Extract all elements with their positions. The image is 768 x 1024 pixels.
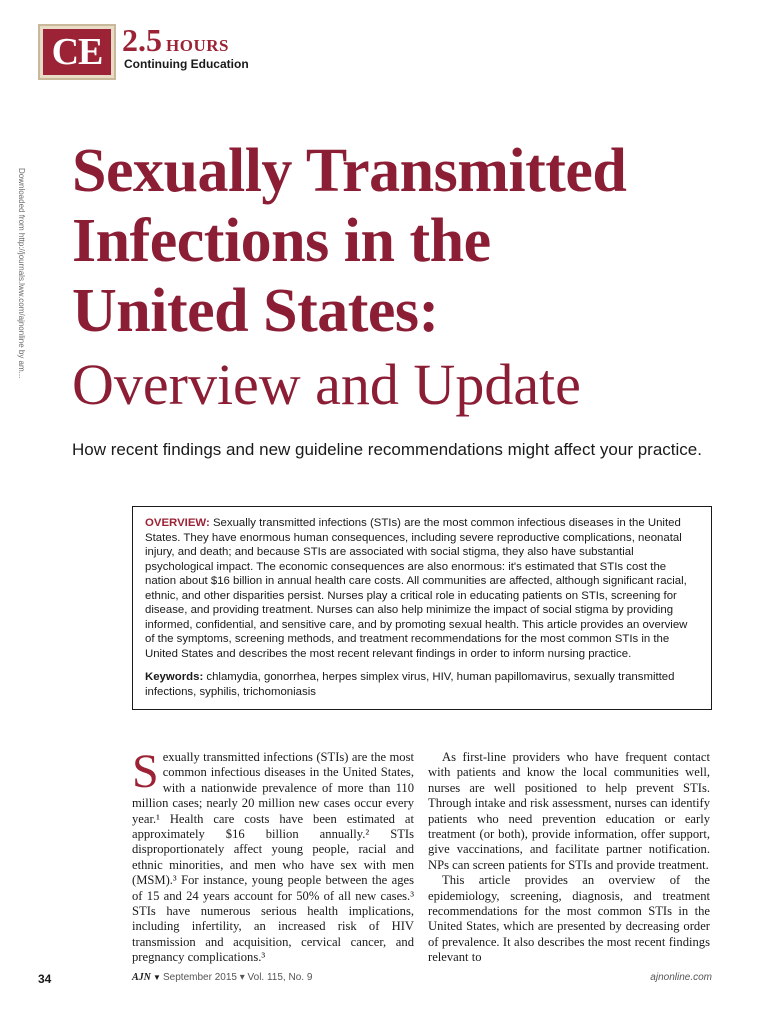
body-paragraph-nurses: As first-line providers who have frequent contact with patients and know the local communities well, nurses are well positioned to help prevent STIs. Through intake and risk assessment, nurses can identify patients who need prevention education or early treatment (or both), provide information, offer support, give vaccinations, and facilitate partner notification. NPs can screen patients for STIs and provide treatment. [428,750,710,872]
hours-label [122,24,229,56]
body-paragraph-article: This article provides an overview of the epidemiology, screening, diagnosis, and treatment recommendations for the most common STIs in the United States, which are presented by decreasing order of prevalence. It also describes the most recent findings relevant to [428,873,710,965]
body-column-right [428,750,710,966]
ce-badge-label: CE [51,31,103,73]
page-footer [0,972,768,988]
article-subtitle: How recent findings and new guideline recommendations might affect your practice. [72,440,702,459]
overview-box [132,506,712,710]
body-paragraph-intro [132,745,414,966]
keywords-text: chlamydia, gonorrhea, herpes simplex virus, HIV, human papillomavirus, sexually transmitted infections, syphilis, trichomoniasis [145,671,675,698]
keywords-paragraph [145,670,699,699]
article-title [72,136,742,424]
title-line-1: Sexually Transmitted [72,137,627,205]
intro-text: exually transmitted infections (STIs) are the most common infectious diseases in the United States, with a nationwide prevalence of more than 110 million cases; nearly 20 million new cases occur every year.¹ Health care costs have been estimated at approximately $16 billion annually.² STIs disproportionately affect young people, racial and ethnic minorities, and men who have sex with men (MSM).³ For instance, young people between the ages of 15 and 24 years account for 50% of all new cases.³ STIs have numerous serious health implications, including infertility, an increased risk of HIV transmission and acquisition, cervical cancer, and pregnancy complications.³ [132,750,414,965]
title-line-2: Infections in the [72,207,491,275]
overview-label: OVERVIEW: [145,517,210,529]
title-line-4: Overview and Update [72,352,581,417]
download-watermark: Downloaded from http://journals.lww.com/ajnonline by am... [17,168,26,379]
continuing-education-label: Continuing Education [124,57,249,71]
journal-website: ajnonline.com [650,972,712,983]
issue-info: September 2015 ▾ Vol. 115, No. 9 [163,972,313,983]
hours-number: 2.5 [122,22,162,58]
ce-badge [38,24,116,80]
triangle-separator-icon: ▼ [153,973,161,982]
overview-paragraph [145,516,699,661]
drop-cap: S [132,745,159,798]
title-line-3: United States: [72,277,439,345]
page-number: 34 [38,972,52,986]
keywords-label: Keywords: [145,671,204,683]
journal-name: AJN [132,972,151,983]
body-column-left [132,745,414,966]
overview-text: Sexually transmitted infections (STIs) are the most common infectious diseases in the United States. They have enormous human consequences, including severe reproductive complications, neonatal injury, and death; and because STIs are associated with social stigma, they also have substantial psychological impact. The economic consequences are also enormous: it's estimated that STIs cost the nation about $16 billion in annual health care costs. All communities are affected, although significant racial, ethnic, and other disparities persist. Nurses play a critical role in educating patients on STIs, screening for disease, and providing treatment. Nurses can also help minimize the impact of social stigma by providing informed, confidential, and sensitive care, and by promoting sexual health. This article provides an overview of the symptoms, screening methods, and treatment recommendations for the most common STIs in the United States and describes the most recent relevant findings in order to inform nursing practice. [145,517,688,660]
hours-unit: HOURS [166,36,229,55]
